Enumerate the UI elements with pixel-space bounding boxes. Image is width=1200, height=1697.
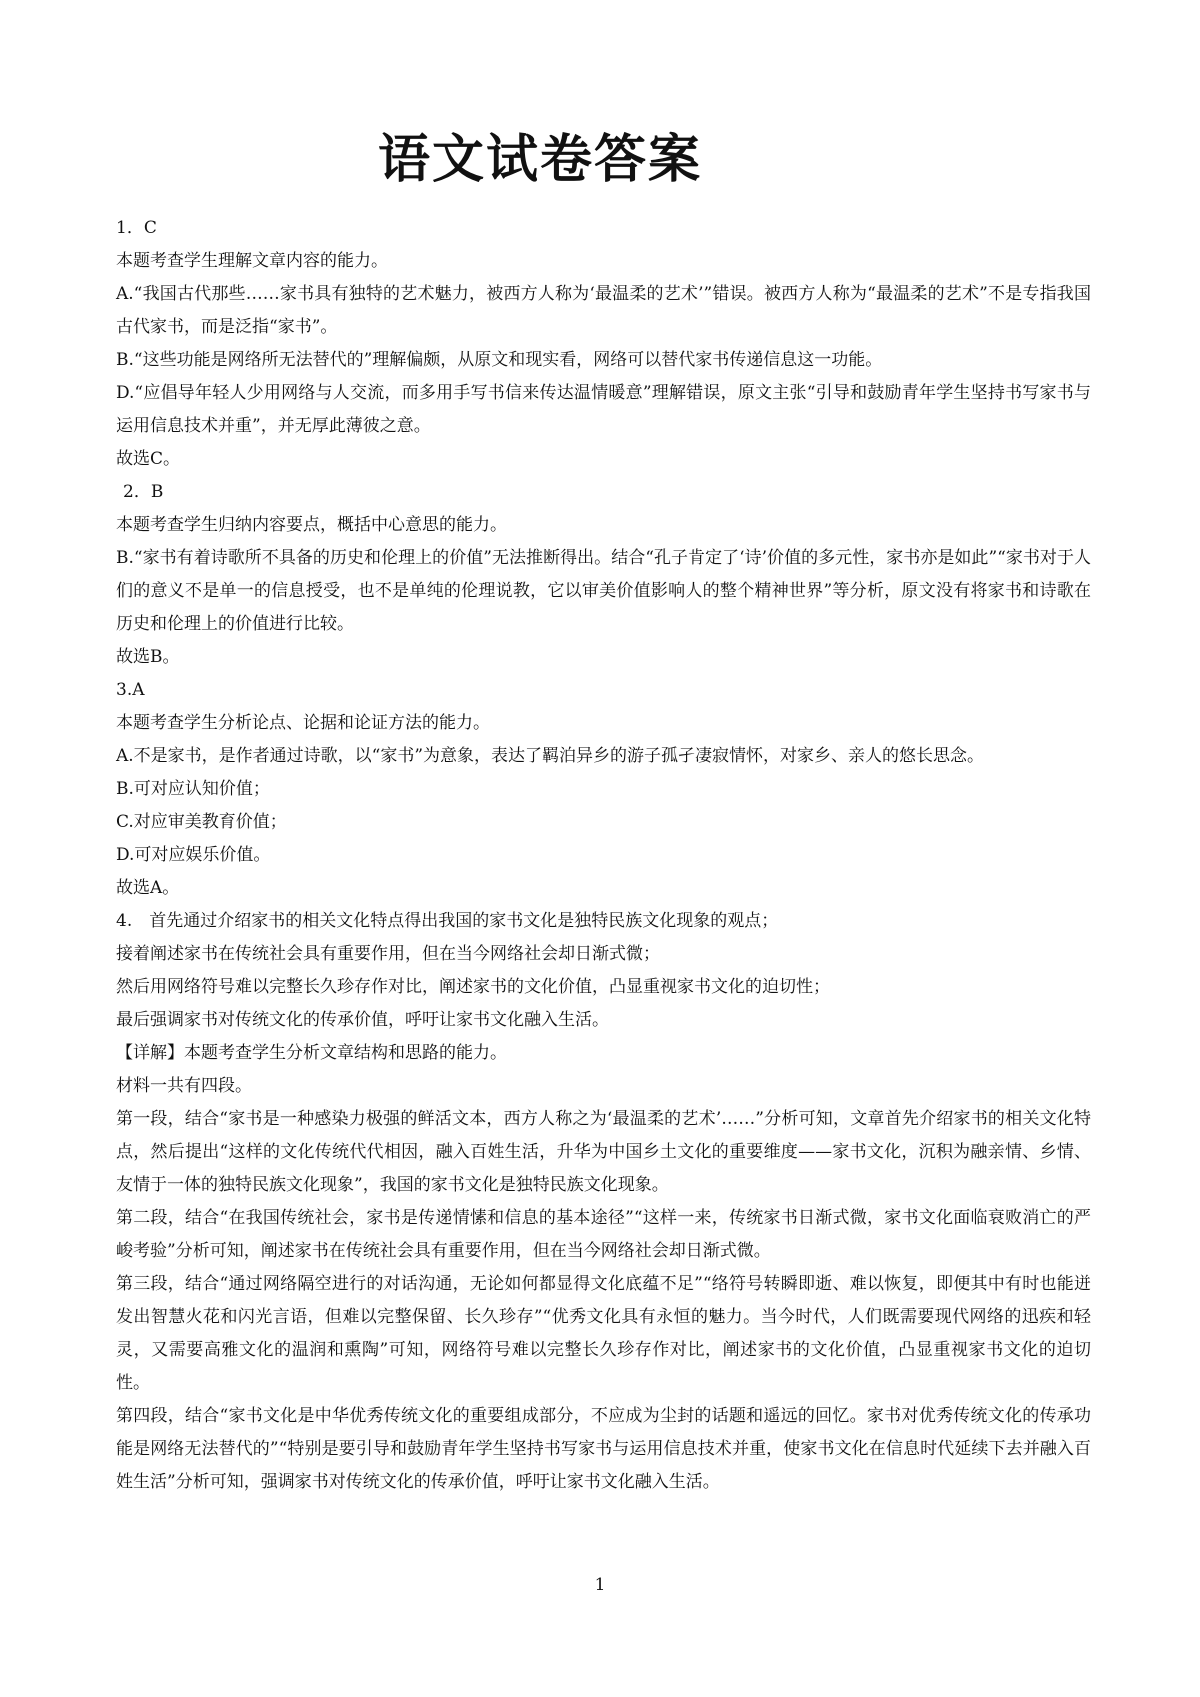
answer-4-section-3: 第三段，结合“通过网络隔空进行的对话沟通，无论如何都显得文化底蕴不足”“络符号转瞬即逝、难以恢复，即便其中有时也能迸发出智慧火花和闪光言语，但难以完整保留、长久珍存”“优秀文化具有永恒的魅力。当今时代，人们既需要现代网络的迅疾和轻灵，又需要高雅文化的温润和熏陶”可知，网络符号难以完整长久珍存作对比，阐述家书的文化价值，凸显重视家书文化的迫切性。 xyxy=(116,1274,1091,1393)
answer-3-option-c: C.对应审美教育价值； xyxy=(116,812,287,832)
answer-3-heading: 3.A xyxy=(116,680,145,700)
page-number: 1 xyxy=(594,1575,606,1595)
answer-2-intro: 本题考查学生归纳内容要点，概括中心意思的能力。 xyxy=(116,515,507,535)
page-title: 语文试卷答案 xyxy=(377,130,702,190)
answer-3-option-d: D.可对应娱乐价值。 xyxy=(116,845,271,865)
answer-2-option-b: B.“家书有着诗歌所不具备的历史和伦理上的价值”无法推断得出。结合“孔子肯定了‘诗’价值的多元性，家书亦是如此”“家书对于人们的意义不是单一的信息授受，也不是单纯的伦理说教，它以审美价值影响人的整个精神世界”等分析，原文没有将家书和诗歌在历史和伦理上的价值进行比较。 xyxy=(116,548,1092,634)
answer-2-conclusion: 故选B。 xyxy=(116,647,180,667)
answer-4-point-1: 4. 首先通过介绍家书的相关文化特点得出我国的家书文化是独特民族文化现象的观点； xyxy=(116,911,779,931)
answer-4-point-4: 最后强调家书对传统文化的传承价值，呼吁让家书文化融入生活。 xyxy=(116,1010,609,1030)
answer-4-point-3: 然后用网络符号难以完整长久珍存作对比，阐述家书的文化价值，凸显重视家书文化的迫切性； xyxy=(116,977,830,997)
answer-4-detail-intro: 【详解】本题考查学生分析文章结构和思路的能力。 xyxy=(116,1043,507,1063)
answer-3-conclusion: 故选A。 xyxy=(116,878,180,898)
answer-4-section-1: 第一段，结合“家书是一种感染力极强的鲜活文本，西方人称之为‘最温柔的艺术’……”分析可知，文章首先介绍家书的相关文化特点，然后提出“这样的文化传统代代相因，融入百姓生活，升华为中国乡土文化的重要维度——家书文化，沉积为融亲情、乡情、友情于一体的独特民族文化现象”，我国的家书文化是独特民族文化现象。 xyxy=(116,1109,1091,1195)
answer-1-conclusion: 故选C。 xyxy=(116,449,181,469)
answer-content xyxy=(116,212,1091,1499)
answer-3-intro: 本题考查学生分析论点、论据和论证方法的能力。 xyxy=(116,713,490,733)
answer-4-section-2: 第二段，结合“在我国传统社会，家书是传递情愫和信息的基本途径”“这样一来，传统家书日渐式微，家书文化面临衰败消亡的严峻考验”分析可知，阐述家书在传统社会具有重要作用，但在当今网络社会却日渐式微。 xyxy=(116,1208,1091,1261)
answer-1-option-a: A.“我国古代那些……家书具有独特的艺术魅力，被西方人称为‘最温柔的艺术’”错误。被西方人称为“最温柔的艺术”不是专指我国古代家书，而是泛指“家书”。 xyxy=(116,284,1091,337)
answer-1-heading: 1．C xyxy=(116,218,157,238)
answer-3-option-a: A.不是家书，是作者通过诗歌，以“家书”为意象，表达了羁泊异乡的游子孤孑凄寂情怀，对家乡、亲人的悠长思念。 xyxy=(116,746,985,766)
answer-4-section-4: 第四段，结合“家书文化是中华优秀传统文化的重要组成部分，不应成为尘封的话题和遥远的回忆。家书对优秀传统文化的传承功能是网络无法替代的”“特别是要引导和鼓励青年学生坚持书写家书与运用信息技术并重，使家书文化在信息时代延续下去并融入百姓生活”分析可知，强调家书对传统文化的传承价值，呼吁让家书文化融入生活。 xyxy=(116,1406,1091,1492)
answer-2-heading: 2．B xyxy=(123,482,164,502)
answer-1-intro: 本题考查学生理解文章内容的能力。 xyxy=(116,251,388,271)
answer-1-option-b: B.“这些功能是网络所无法替代的”理解偏颇，从原文和现实看，网络可以替代家书传递信息这一功能。 xyxy=(116,350,883,370)
answer-4-material-note: 材料一共有四段。 xyxy=(116,1076,252,1096)
answer-3-option-b: B.可对应认知价值； xyxy=(116,779,270,799)
answer-1-option-d: D.“应倡导年轻人少用网络与人交流，而多用手写书信来传达温情暖意”理解错误，原文主张“引导和鼓励青年学生坚持书写家书与运用信息技术并重”，并无厚此薄彼之意。 xyxy=(116,383,1091,436)
answer-4-point-2: 接着阐述家书在传统社会具有重要作用，但在当今网络社会却日渐式微； xyxy=(116,944,660,964)
